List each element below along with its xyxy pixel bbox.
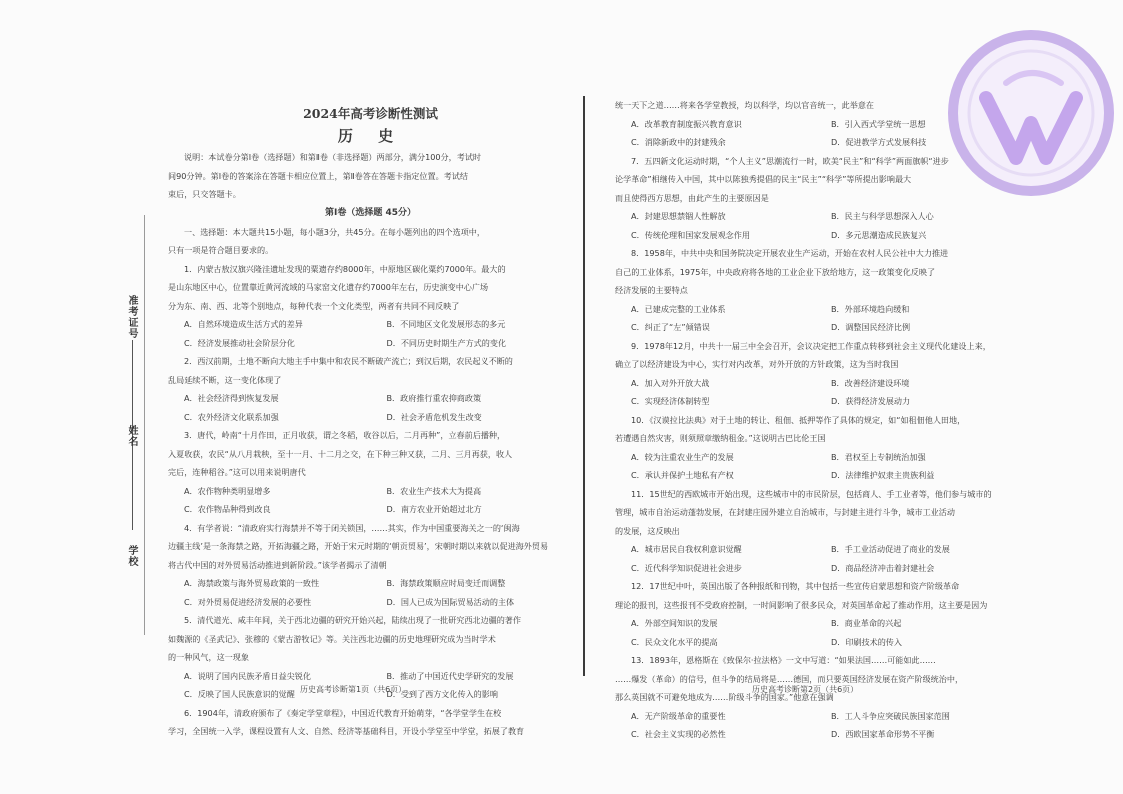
option-a: A．自然环境造成生活方式的差异 (184, 319, 303, 329)
option-b: B．君权至上专制统治加强 (831, 451, 926, 462)
option-a: A．说明了国内民族矛盾日益尖锐化 (184, 670, 311, 681)
option-c: C．农作物品种得到改良 (184, 504, 271, 514)
question-7-text: 而且使得西方思想，由此产生的主要原因是 (615, 192, 769, 203)
question-3-options (168, 500, 573, 519)
question-11-options (615, 559, 1015, 578)
question-4-text: 将古代中国的对外贸易活动推进到新阶段。”该学者揭示了清朝 (168, 559, 387, 570)
section-title: 第Ⅰ卷（选择题 45分） (324, 207, 416, 218)
name-label: 姓名 (126, 425, 137, 447)
subject-title: 历 史 (337, 127, 404, 145)
question-10-text: 10．《汉谟拉比法典》对于土地的转让、租佃、抵押等作了具体的规定，如“如租佃他人田地， (631, 414, 966, 425)
option-c: C．农外经济文化联系加强 (184, 411, 279, 422)
question-5-text: 5．清代道光、咸丰年间，关于西北边疆的研究开始兴起，陆续出现了一批研究西北边疆的著作 (184, 615, 521, 625)
option-b: B．工人斗争应突破民族国家范围 (831, 710, 950, 721)
question-7-options (615, 207, 1015, 226)
name-underline (132, 455, 133, 530)
question-7-options (615, 226, 1015, 245)
question-4-text: 4．有学者说：“清政府实行海禁并不等于闭关锁国，……其实，作为中国重要海关之一的‘闽海 (184, 522, 520, 533)
intro-line: 间90分钟。第Ⅰ卷的答案涂在答题卡相应位置上，第Ⅱ卷答在答题卡指定位置。考试结 (168, 170, 468, 181)
page-footer-right: 历史高考诊断第2页（共6页） (752, 685, 859, 694)
intro-line: 束后，只交答题卡。 (168, 189, 241, 199)
option-c: C．反映了国人民族意识的觉醒 (184, 689, 295, 699)
option-a: A．较为注重农业生产的发展 (631, 451, 734, 462)
option-d: D．多元思潮造成民族复兴 (831, 229, 927, 240)
question-2-text: 乱局延续不断，这一变化体现了 (168, 374, 282, 385)
option-b: B．民主与科学思想深入人心 (831, 211, 934, 221)
question-9-text: 确立了以经济建设为中心，实行对内改革，对外开放的方针政策，这为当时我国 (615, 359, 899, 369)
question-10-options (615, 466, 1015, 485)
option-c: C．纠正了“左”倾错误 (631, 322, 710, 332)
question-13-options (615, 707, 1015, 726)
question-9-options (615, 392, 1015, 411)
option-d: D．南方农业开始超过北方 (386, 504, 482, 514)
option-b: B．引入西式学堂统一思想 (831, 118, 926, 129)
intro-line: 说明：本试卷分第Ⅰ卷（选择题）和第Ⅱ卷（非选择题）两部分，满分100分，考试时 (184, 152, 482, 162)
option-b: B．商业革命的兴起 (831, 618, 902, 628)
option-b: B．外部环境趋向缓和 (831, 303, 910, 314)
option-a: A．加入对外开放大战 (631, 377, 710, 388)
question-12-text: 12．17世纪中叶，英国出版了各种报纸和刊物，其中包括一些宣传启蒙思想和资产阶级革命 (631, 581, 960, 591)
option-c: C．传统伦理和国家发展观念作用 (631, 229, 750, 240)
exam-no-label: 准考证号 (126, 295, 137, 339)
question-8-options (615, 300, 1015, 319)
question-12-options (615, 633, 1015, 652)
option-b: B．改善经济建设环境 (831, 377, 910, 388)
question-8-text: 经济发展的主要特点 (615, 285, 688, 295)
question-1-options (168, 315, 573, 334)
question-9-text: 9．1978年12月，中共十一届三中全会召开，会议决定把工作重点转移到社会主义现代化建设上来， (631, 340, 991, 351)
question-1-text: 1．内蒙古敖汉旗兴隆洼遗址发现的粟遗存约8000年，中原地区碳化粟约7000年。最大的 (184, 263, 506, 274)
question-3-text: 3．唐代，岭南“十月作田，正月收获，谓之冬稻，收谷以后，二月再种”，立春前后播种， (184, 430, 506, 440)
option-d: D．国人已成为国际贸易活动的主体 (386, 596, 515, 607)
question-13-text: ……爆发（革命）的信号，但斗争的结局将是……德国，而只要英国经济发展在资产阶级统治中， (615, 673, 964, 684)
option-d: D．西欧国家革命形势不平衡 (831, 729, 935, 739)
option-d: D．调整国民经济比例 (831, 322, 911, 332)
option-d: D．法律维护奴隶主贵族利益 (831, 470, 935, 480)
question-5-text: 的一种风气，这一现象 (168, 652, 249, 662)
option-c: C．消除新政中的封建残余 (631, 137, 726, 147)
question-5-options (168, 667, 573, 686)
question-2-options (168, 408, 573, 427)
question-3-text: 入夏收获，农民“从八月栽秧，至十一月、十二月之交，在下种三种又获，二月、三月再获，收人 (168, 448, 513, 459)
question-4-options (168, 593, 573, 612)
option-c: C．民众文化水平的提高 (631, 636, 718, 647)
option-a: A．外部空间知识的发展 (631, 618, 718, 628)
question-10-text: 若遭遇自然灾害，则须照章缴纳租金。”这说明古巴比伦王国 (615, 433, 826, 443)
question-2-text: 2．西汉前期，土地不断向大地主手中集中和农民不断破产流亡；到汉后期，农民起义不断的 (184, 356, 513, 366)
option-c: C．对外贸易促进经济发展的必要性 (184, 596, 312, 607)
option-b: B．海禁政策顺应时局变迁而调整 (386, 578, 506, 588)
option-d: D．受到了西方文化传入的影响 (386, 689, 498, 699)
question-13-text: 那么英国就不可避免地成为……阶级斗争的国家。”他意在强调 (615, 692, 834, 702)
option-d: D．商品经济冲击着封建社会 (831, 562, 935, 573)
option-c: C．近代科学知识促进社会进步 (631, 562, 742, 573)
option-b: B．政府推行重农抑商政策 (386, 393, 482, 403)
question-5-text: 如魏源的《圣武记》、张穆的《蒙古游牧记》等。关注西北边疆的历史地理研究成为当时学术 (168, 633, 496, 644)
option-a: A．已建成完整的工业体系 (631, 303, 726, 314)
question-6-options (615, 115, 1015, 134)
question-3-options (168, 482, 573, 501)
option-a: A．无产阶级革命的重要性 (631, 710, 726, 721)
option-c: C．社会主义实现的必然性 (631, 729, 726, 739)
option-d: D．不同历史时期生产方式的变化 (386, 337, 507, 348)
question-8-text: 8．1958年，中共中央和国务院决定开展农业生产运动，开始在农村人民公社中大力推进 (631, 248, 949, 258)
binding-line (144, 215, 145, 635)
question-1-options (168, 334, 573, 353)
question-8-text: 自己的工业体系，1975年，中央政府将各地的工业企业下放给地方，这一政策变化反映了 (615, 266, 936, 277)
question-4-options (168, 574, 573, 593)
option-c: C．经济发展推动社会阶层分化 (184, 337, 295, 348)
question-10-options (615, 448, 1015, 467)
option-b: B．推动了中国近代史学研究的发展 (386, 670, 514, 681)
page-footer-left: 历史高考诊断第1页（共6页） (300, 685, 407, 694)
question-13-text: 13．1893年，恩格斯在《致保尔·拉法格》一文中写道：“如果法国……可能如此…… (631, 655, 936, 665)
question-11-text: 的发展，这反映出 (615, 525, 680, 536)
option-c: C．实现经济体制转型 (631, 396, 710, 406)
option-c: C．承认并保护土地私有产权 (631, 470, 734, 480)
option-a: A．城市居民自我权利意识觉醒 (631, 544, 742, 554)
question-8-options (615, 318, 1015, 337)
question-6-continued: 统一天下之道……将来各学堂教授，均以科学，均以官音统一，此举意在 (615, 100, 875, 110)
question-7-text: 论学革命”相继传入中国，其中以陈独秀提倡的民主“民主”“科学”等所提出影响最大 (615, 174, 912, 184)
question-6-text: 学习，全国统一入学，课程设置有人文、自然、经济等基础科目，开设小学堂至中学堂，拓展了教育 (168, 726, 525, 736)
question-11-options (615, 540, 1015, 559)
question-3-text: 完后，连种稻谷。”这可以用来说明唐代 (168, 467, 306, 477)
question-6-text: 6．1904年，清政府颁布了《奏定学堂章程》，中国近代教育开始萌芽，“各学堂学生在校 (184, 707, 502, 718)
option-b: B．农业生产技术大为提高 (386, 485, 482, 496)
option-a: A．封建思想禁锢人性解放 (631, 211, 726, 221)
option-d: D．促进教学方式发展科技 (831, 137, 927, 147)
question-6-options (615, 133, 1015, 152)
option-a: A．改革教育制度振兴教育意识 (631, 118, 742, 129)
question-12-text: 理论的报刊，这些报刊不受政府控制，一时间影响了很多民众，对英国革命起了推动作用，这主要是因为 (615, 599, 988, 610)
option-d: D．社会矛盾危机发生改变 (386, 411, 482, 422)
section-intro-line: 只有一项是符合题目要求的。 (168, 245, 274, 255)
option-b: B．不同地区文化发展形态的多元 (386, 319, 506, 329)
school-label: 学校 (126, 545, 137, 567)
option-a: A．社会经济得到恢复发展 (184, 393, 279, 403)
question-11-text: 管理，城市自治运动蓬勃发展，在封建庄园外建立自治城市，与封建主进行斗争，城市工业活动 (615, 507, 955, 517)
exam-title: 2024年高考诊断性测试 (303, 106, 438, 121)
question-13-options (615, 725, 1015, 744)
question-1-text: 是山东地区中心，位置靠近黄河流域的马家窑文化遗存约7000年左右，历史演变中心广场 (168, 282, 489, 292)
page-divider (583, 96, 585, 676)
option-a: A．农作物种类明显增多 (184, 485, 271, 496)
question-12-options (615, 614, 1015, 633)
question-7-text: 7．五四新文化运动时期，“个人主义”思潮流行一时，欧美“民主”和“科学”两面旗帜“进步 (631, 155, 949, 166)
section-intro-line: 一、选择题：本大题共15小题，每小题3分，共45分。在每小题列出的四个选项中， (184, 226, 485, 237)
question-4-text: 边疆主线’是一条海禁之路，开拓海疆之路，开始于宋元时期的‘朝贡贸易’，宋朝时期以来就以促进海外贸易 (168, 541, 549, 551)
option-a: A．海禁政策与海外贸易政策的一致性 (184, 578, 320, 588)
question-2-options (168, 389, 573, 408)
option-b: B．手工业活动促进了商业的发展 (831, 544, 950, 554)
question-11-text: 11．15世纪的西欧城市开始出现，这些城市中的市民阶层，包括商人、手工业者等，他们参与城市的 (631, 488, 992, 499)
option-d: D．印刷技术的传入 (831, 636, 902, 647)
option-d: D．获得经济发展动力 (831, 396, 911, 406)
question-1-text: 分为东、南、西、北等个别地点，每种代表一个文化类型，两者有共同不同反映了 (168, 300, 460, 311)
question-9-options (615, 374, 1015, 393)
